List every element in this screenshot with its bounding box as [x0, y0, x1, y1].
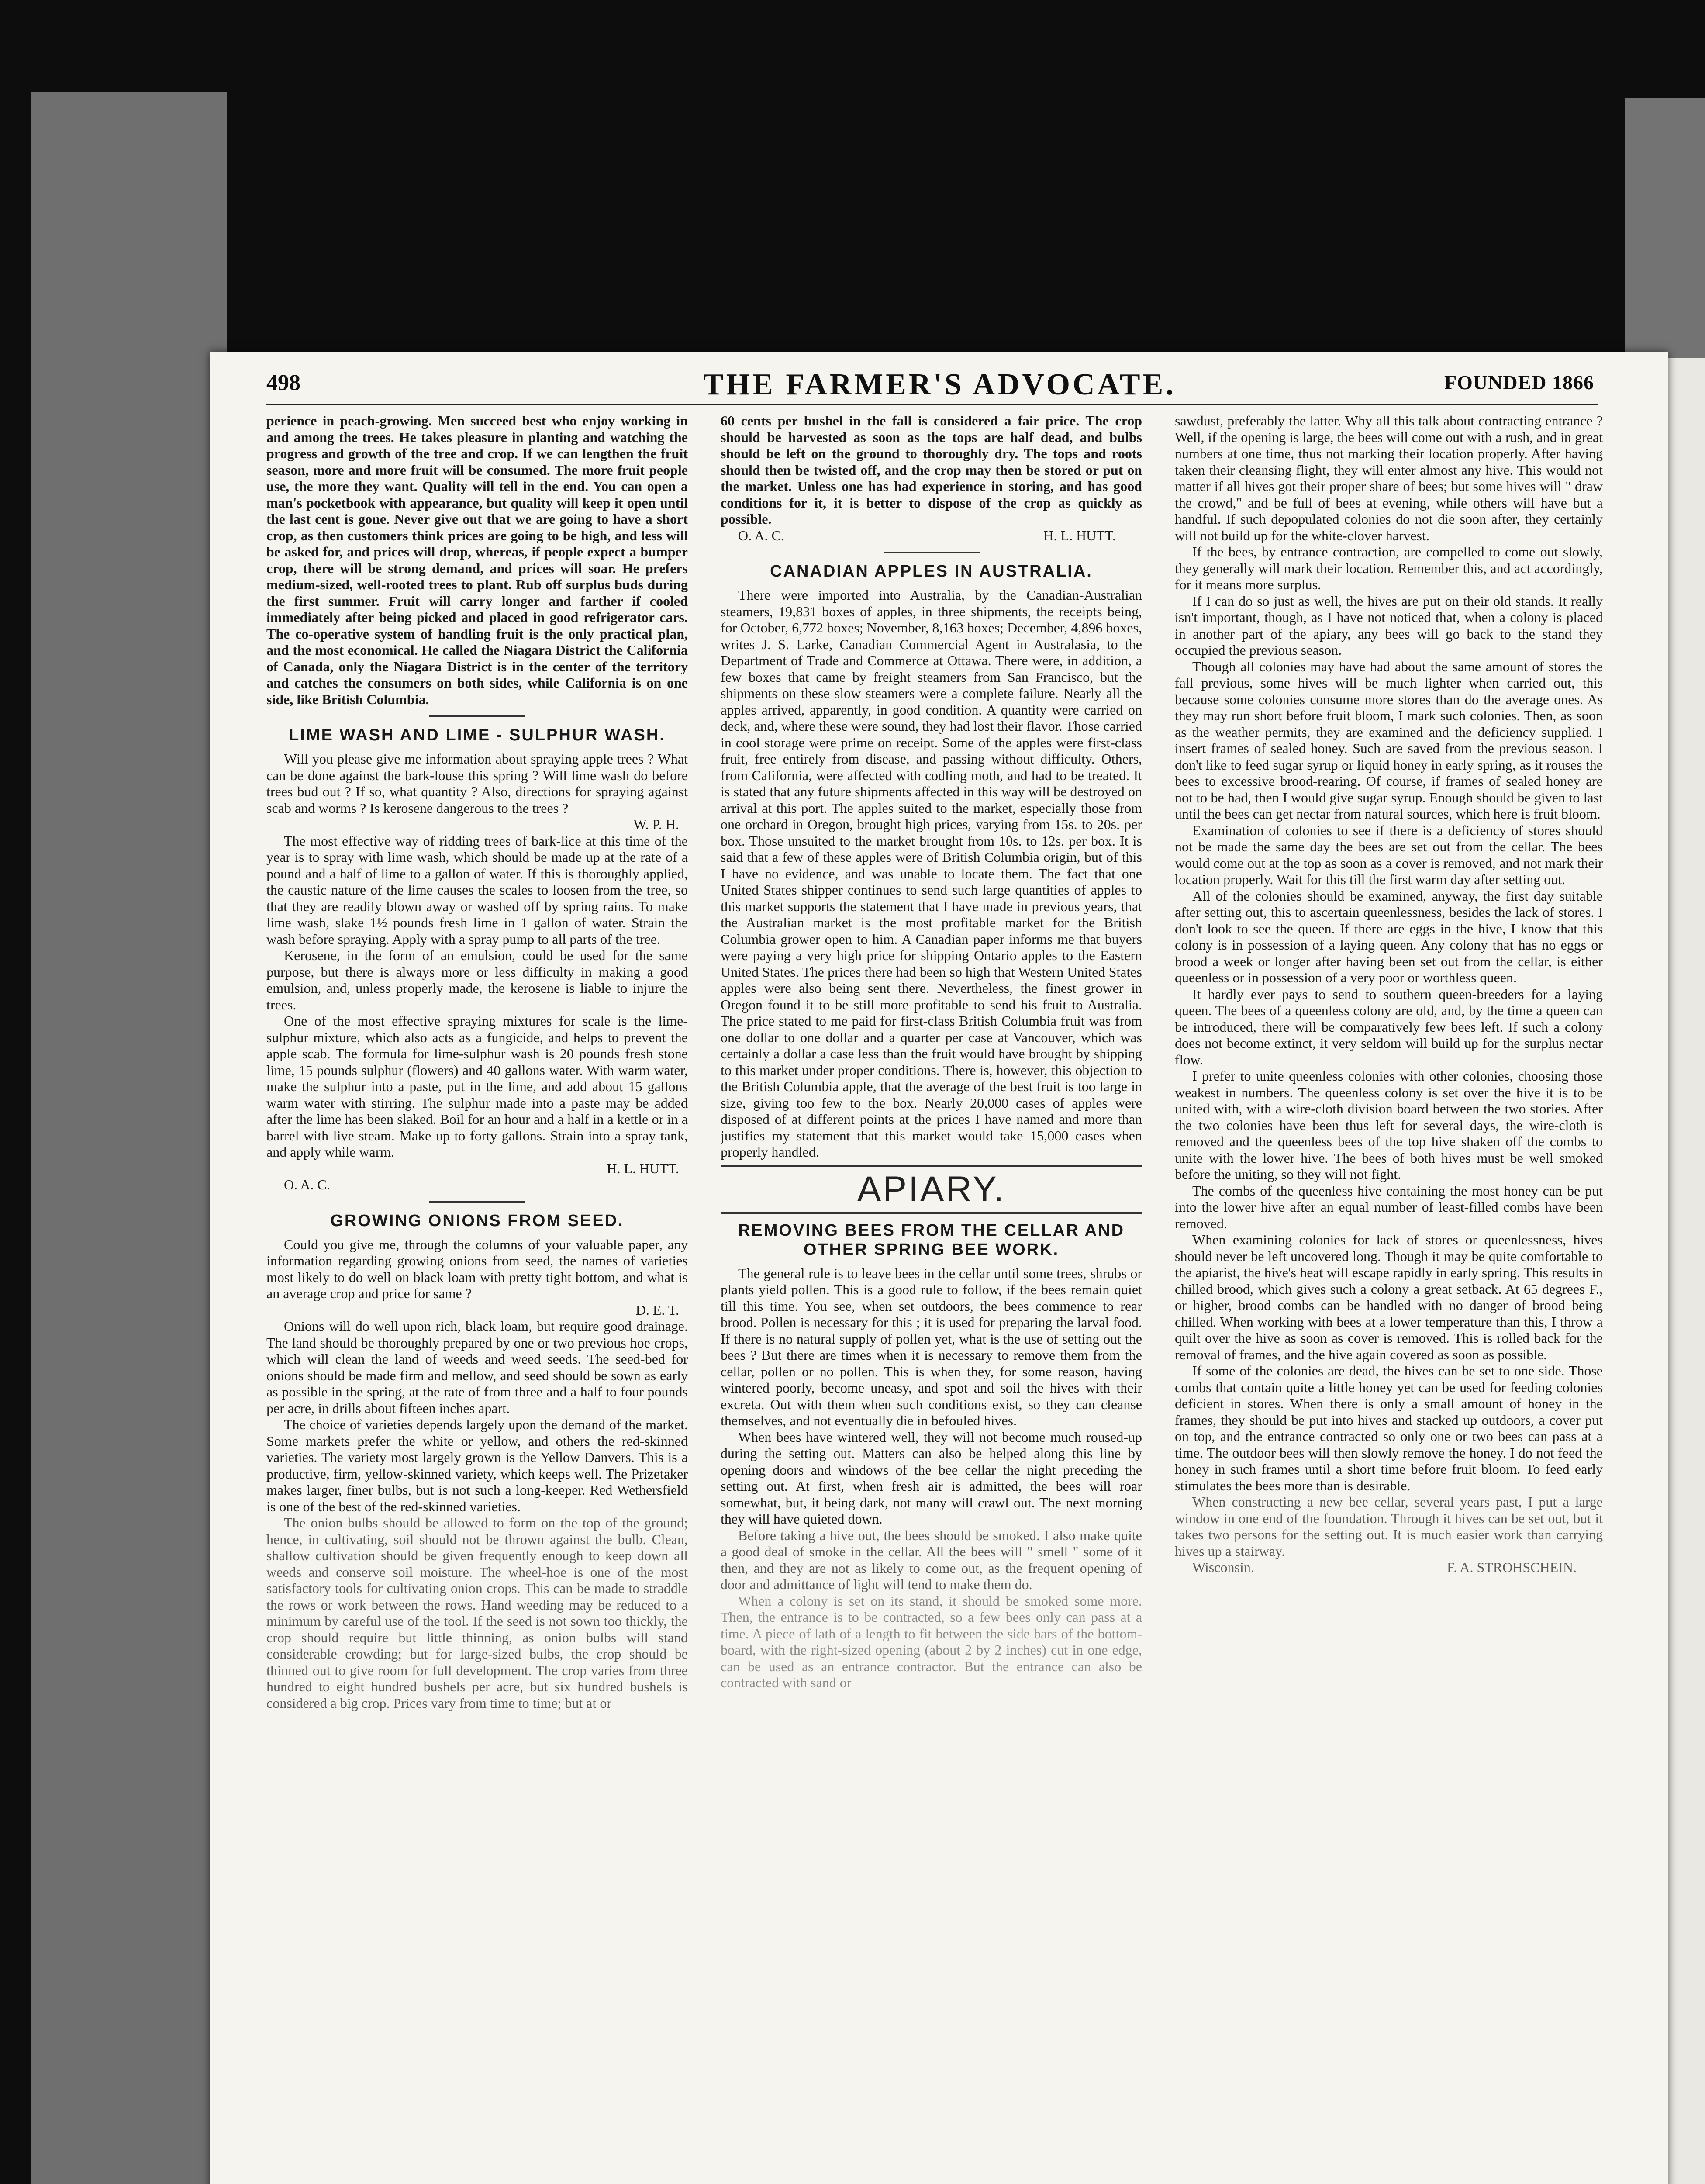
- column-right: [1175, 413, 1603, 2184]
- bees-continued-10: When examining colonies for lack of stores or queenlessness, hives should never be left uncovered long. Though it may be quite comfortable to the apiarist, the hive's heat will escape rapidly in early spring. This results in chilled brood, which gives such a colony a great setback. At 65 degrees F., or higher, brood combs can be handled with no danger of brood being chilled. When working with bees at a lower temperature than this, I throw a quilt over the hive as soon as cover is removed. This is rolled back for the removal of frames, and the hive again covered as soon as possible.: [1175, 1232, 1603, 1362]
- page-header: [266, 370, 1594, 401]
- lime-wash-answer-2: Kerosene, in the form of an emulsion, could be used for the same purpose, but there is always more or less difficulty in making a good emulsion, and, unless properly made, the kerosene is liable to injure the trees.: [266, 947, 688, 1013]
- bees-continued-6: All of the colonies should be examined, anyway, the first day suitable after setting out, this to ascertain queenlessness, besides the lack of stores. I don't look to see the queen. If there are eggs in the hive, I know that this colony is in possession of a laying queen. Any colony that has no eggs or brood a week or longer after having been set out from the cellar, is either queenless or in possession of a very poor or worthless queen.: [1175, 888, 1603, 985]
- lime-wash-question: Will you please give me information about spraying apple trees ? What can be done against the bark-louse this spring ? Will lime wash do before trees bud out ? If so, what quantity ? Also, directions for spraying against scab and worms ? Is kerosene dangerous to the trees ?: [266, 751, 688, 816]
- lime-wash-answer-signature: H. L. HUTT.: [607, 1160, 679, 1176]
- lime-wash-question-signature: W. P. H.: [633, 816, 679, 832]
- section-divider: [429, 1201, 525, 1203]
- onions-answer-1: Onions will do well upon rich, black loam, but require good drainage. The land should be thoroughly prepared by one or two previous hoe crops, which will clean the land of weeds and weed seeds. The seed-bed for onions should be made firm and mellow, and seed should be sown as early as possible in the spring, at the rate of from three and a half to four pounds per acre, in drills about fifteen inches apart.: [266, 1318, 688, 1416]
- bees-continued-4: Though all colonies may have had about the same amount of stores the fall previous, some hives will be much lighter when carried out, this because some colonies consume more stores than do the average ones. As they may run short before fruit bloom, I mark such colonies. Then, as soon as the weather permits, they are examined and the deficiency supplied. I insert frames of sealed honey. Such are saved from the previous season. I don't like to feed sugar syrup or liquid honey in early spring, as it rouses the bees to excessive brood-rearing. Of course, if frames of sealed honey are not to be had, then I would give sugar syrup. Enough should be given to last until the bees can get nectar from natural sources, which here is fruit bloom.: [1175, 658, 1603, 822]
- founded-label: FOUNDED 1866: [1444, 371, 1594, 394]
- bees-paragraph-4: When a colony is set on its stand, it should be smoked some more. Then, the entrance is to be contracted, so a few bees only can pass at a time. A piece of lath of a length to fit between the side bars of the bottom-board, with the right-sized opening (about 2 by 2 inches) cut in one edge, can be used as an entrance contractor. But the entrance can also be contracted with sand or: [721, 1593, 1142, 1690]
- page-number: 498: [266, 370, 300, 395]
- bees-continued-5: Examination of colonies to see if there is a deficiency of stores should not be made the same day the bees are set out from the cellar. The bees would come out at the top as soon as a cover is removed, and not mark their location properly. Wait for this till the first warm day after setting out.: [1175, 822, 1603, 887]
- onions-signature-name: H. L. HUTT.: [1043, 527, 1116, 543]
- apples-heading: CANADIAN APPLES IN AUSTRALIA.: [770, 562, 1093, 581]
- newspaper-page: [210, 352, 1668, 2184]
- bees-continued-1: sawdust, preferably the latter. Why all this talk about contracting entrance ? Well, if the opening is large, the bees will come out with a rush, and in great numbers at one time, thus not marking their location properly. After having taken their cleansing flight, they will enter almost any hive. This would not matter if all hives got their proper share of bees; but some hives will " draw the crowd," and be full of bees at evening, while others will have but a handful. If such depopulated colonies do not die soon after, they certainly will not build up for the white-clover harvest.: [1175, 413, 1603, 543]
- onions-continued: 60 cents per bushel in the fall is considered a fair price. The crop should be harvested as soon as the tops are half dead, and bulbs should be left on the ground to thoroughly dry. The tops and roots should then be twisted off, and the crop may then be stored or put on the market. Unless one has had experience in storing, and has good conditions for it, it is better to dispose of the crop as quickly as possible.: [721, 413, 1142, 527]
- header-rule: [266, 404, 1598, 405]
- onions-signature-place: O. A. C.: [738, 527, 784, 543]
- section-divider: [429, 715, 525, 717]
- onions-question-signature: D. E. T.: [635, 1302, 679, 1318]
- onions-heading: GROWING ONIONS FROM SEED.: [330, 1211, 624, 1230]
- lime-wash-answer-place: O. A. C.: [284, 1177, 330, 1192]
- apples-article-text: There were imported into Australia, by the Canadian-Australian steamers, 19,831 boxes of apples, in three shipments, the receipts being, for October, 6,772 boxes; November, 8,163 boxes; December, 4,896 boxes, writes J. S. Larke, Canadian Commercial Agent in Australasia, to the Department of Trade and Commerce at Ottawa. There were, in addition, a few boxes that came by freight steamers from San Francisco, but the shipments on these slow steamers were a complete failure. Nearly all the apples arrived, apparently, in good condition. A quantity were carried on deck, and, where these were sound, they had lost their flavor. Those carried in cool storage were prime on receipt. Some of the apples were first-class fruit, free entirely from disease, and passing without difficulty. Others, from California, were affected with codling moth, and had to be treated. It is stated that any future shipments affected in this way will be destroyed on arrival at this port. The apples suited to the market, especially those from one orchard in Oregon, brought high prices, varying from 15s. to 20s. per box. Those unsuited to the market brought from 10s. to 12s. per box. It is said that a few of these apples were of British Columbia origin, but of this I have no evidence, and was unable to locate them. The fact that one United States shipper continues to send such large quantities of apples to this market supports the statement that I have made in previous years, that the Australian market is the most profitable market for the British Columbia grower open to him. A Canadian paper informs me that buyers were paying a very high price for shipping Ontario apples to the Eastern United States. The prices there had been so high that Western United States apples were also being sent there. Nevertheless, the finest grower in Oregon found it to be still more profitable to send his fruit to Australia. The price stated to me paid for first-class British Columbia fruit was from one dollar to one dollar and a quarter per case at Vancouver, which was certainly a dollar a case less than the fruit would have brought by shipping to this market under proper conditions. There is, however, this objection to the British Columbia apple, that the average of the best fruit is too large in size, giving too few to the box. Nearly 20,000 cases of apples were disposed of at different points at the prices I have named and more than justifies my statement that this market would take 15,000 cases when properly handled.: [721, 587, 1142, 1160]
- apiary-section-title: APIARY.: [721, 1165, 1142, 1214]
- lime-wash-answer-1: The most effective way of ridding trees of bark-lice at this time of the year is to spray with lime wash, which should be made up at the rate of a pound and a half of lime to a gallon of water. If this is thoroughly applied, the caustic nature of the lime causes the scales to loosen from the tree, so that they are readily blown away or washed off by spring rains. To make lime wash, slake 1½ pounds fresh lime in 1 gallon of water. Strain the wash before spraying. Apply with a spray pump to all parts of the tree.: [266, 833, 688, 947]
- bees-signature-name: F. A. STROHSCHEIN.: [1446, 1559, 1577, 1575]
- bees-continued-12: When constructing a new bee cellar, several years past, I put a large window in one end of the foundation. Through it hives can be set out, but it takes two persons for the setting out. It is much easier work than carrying hives up a stairway.: [1175, 1494, 1603, 1559]
- lime-wash-heading: LIME WASH AND LIME - SULPHUR WASH.: [289, 726, 666, 744]
- lime-wash-answer-3: One of the most effective spraying mixtures for scale is the lime-sulphur mixture, which also acts as a fungicide, and helps to prevent the apple scab. The formula for lime-sulphur wash is 20 pounds fresh stone lime, 15 pounds sulphur (flowers) and 40 gallons water. With warm water, make the sulphur into a paste, put in the lime, and add about 15 gallons warm water with stirring. The sulphur made into a paste may be added after the lime has been slaked. Boil for an hour and a half in a kettle or in a barrel with live steam. Make up to forty gallons. Strain into a spray tank, and apply while warm.: [266, 1013, 688, 1160]
- bees-paragraph-3: Before taking a hive out, the bees should be smoked. I also make quite a good deal of smoke in the cellar. All the bees will " smell " some of it then, and they are not as likely to come out, as the frequent opening of door and admittance of light will tend to make them do.: [721, 1527, 1142, 1592]
- bees-continued-9: The combs of the queenless hive containing the most honey can be put into the lower hive after an equal number of least-filled combs have been removed.: [1175, 1182, 1603, 1231]
- column-left: [266, 413, 688, 2184]
- bees-continued-2: If the bees, by entrance contraction, are compelled to come out slowly, they generally will mark their location. Remember this, and act accordingly, for it means more surplus.: [1175, 544, 1603, 592]
- section-divider: [884, 552, 980, 553]
- onions-signature-row: [721, 528, 1142, 544]
- bees-signature-row: [1175, 1559, 1603, 1576]
- bees-continued-8: I prefer to unite queenless colonies with other colonies, choosing those weakest in numbers. The queenless colony is set over the hive it is to be united with, with a wire-cloth division board between the two stories. After the two colonies have been thus left for several days, the wire-cloth is removed and the queenless bees of the top hive shaken off the combs to unite with the lower hive. The bees of both hives must be well smoked before the uniting, so they will not fight.: [1175, 1068, 1603, 1182]
- onions-answer-2: The choice of varieties depends largely upon the demand of the market. Some markets prefer the white or yellow, and others the red-skinned varieties. The variety most largely grown is the Yellow Danvers. This is a productive, firm, yellow-skinned variety, which keeps well. The Prizetaker makes larger, finer bulbs, but is not such a long-keeper. Red Wethersfield is one of the best of the red-skinned varieties.: [266, 1417, 688, 1514]
- bees-continued-3: If I can do so just as well, the hives are put on their old stands. It really isn't important, though, as I have not noticed that, when a colony is placed in another part of the apiary, any bees will go back to the stand they occupied the previous season.: [1175, 593, 1603, 658]
- left-scan-border: [31, 92, 227, 2184]
- bees-paragraph-2: When bees have wintered well, they will not become much roused-up during the setting out. Matters can also be helped along this line by opening doors and windows of the bee cellar the night preceding the setting out. At first, when fresh air is admitted, the bees will roar somewhat, but, it being dark, not many will crawl out. The next morning they will have quieted down.: [721, 1429, 1142, 1527]
- onions-answer-3: The onion bulbs should be allowed to form on the top of the ground; hence, in cultivating, soil should not be thrown against the bulb. Clean, shallow cultivation should be given frequently enough to keep down all weeds and conserve soil moisture. The wheel-hoe is one of the most satisfactory tools for cultivating onion crops. This can be made to straddle the rows or work between the rows. Hand weeding may be reduced to a minimum by careful use of the tool. If the seed is not sown too thickly, the crop should require but little thinning, as onion bulbs will stand considerable crowding; but for large-sized bulbs, the crop should be thinned out to give room for full development. The crop varies from three hundred to eight hundred bushels per acre, but six hundred bushels is considered a big crop. Prices vary from time to time; but at or: [266, 1515, 688, 1711]
- bees-continued-7: It hardly ever pays to send to southern queen-breeders for a laying queen. The bees of a queenless colony are old, and, by the time a queen can be introduced, there will be comparatively few bees left. If such a colony does not become extinct, it very seldom will build up for the surplus nectar flow.: [1175, 986, 1603, 1068]
- onions-question: Could you give me, through the columns of your valuable paper, any information regarding growing onions from seed, the names of varieties most likely to do well on black loam with pretty tight bottom, and what is an average crop and price for same ?: [266, 1236, 688, 1301]
- column-middle: [721, 413, 1142, 2184]
- bees-paragraph-1: The general rule is to leave bees in the cellar until some trees, shrubs or plants yield pollen. This is a good rule to follow, if the bees remain quiet till this time. You see, when set outdoors, the bees commence to rear brood. Pollen is necessary for this ; it is used for preparing the larval food. If there is no natural supply of pollen yet, what is the use of setting out the bees ? But there are times when it is necessary to remove them from the cellar, pollen or no pollen. This is when they, for some reason, having wintered poorly, become uneasy, and spot and soil the hives with their excreta. Out with them when such conditions exist, so they can cleanse themselves, and not eventually die in befouled hives.: [721, 1265, 1142, 1428]
- bees-heading: REMOVING BEES FROM THE CELLAR AND OTHER SPRING BEE WORK.: [738, 1221, 1125, 1259]
- bees-continued-11: If some of the colonies are dead, the hives can be set to one side. Those combs that contain quite a little honey yet can be used for feeding colonies deficient in stores. When there is only a small amount of honey in the frames, they should be put into hives and stacked up outdoors, a cover put on top, and the entrance contracted so only one or two bees can pass at a time. The outdoor bees will then slowly remove the honey. I do not feed the honey in such frames until a short time before fruit bloom. To feed early stimulates the bees more than is desirable.: [1175, 1363, 1603, 1493]
- peach-article-text: perience in peach-growing. Men succeed best who enjoy working in and among the trees. He takes pleasure in planting and watching the progress and growth of the tree and crop. If we can lengthen the fruit season, more and more fruit will be consumed. The more fruit people use, the more they want. Quality will tell in the end. You can open a man's pocketbook with appearance, but quality will keep it open until the last cent is gone. Never give out that we are going to have a short crop, as then customers think prices are going to be high, and less will be asked for, and prices will drop, whereas, if people expect a bumper crop, there will be strong demand, and prices will soar. He prefers medium-sized, well-rooted trees to plant. Rub off surplus buds during the first summer. Fruit will carry longer and farther if cooled immediately after being picked and placed in good refrigerator cars. The co-operative system of handling fruit is the only practical plan, and the most economical. He called the Niagara District the California of Canada, only the Niagara District is in the center of the territory and catches the consumers on both sides, while California is on one side, like British Columbia.: [266, 413, 688, 707]
- bees-signature-place: Wisconsin.: [1192, 1559, 1254, 1575]
- masthead-title: THE FARMER'S ADVOCATE.: [703, 368, 1176, 401]
